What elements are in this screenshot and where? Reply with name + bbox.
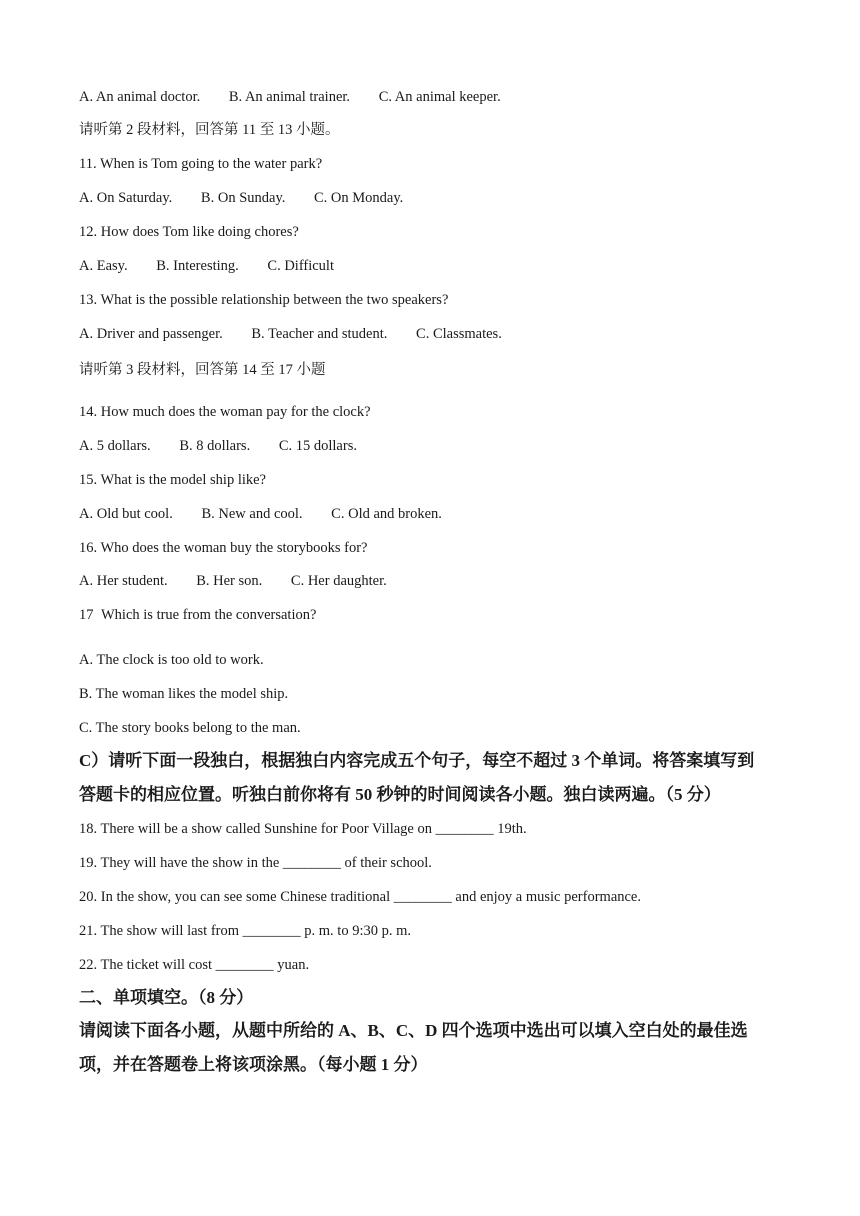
q11-options <box>79 188 403 208</box>
option-b: B. On Sunday. <box>200 190 286 206</box>
q12-options <box>79 256 334 276</box>
q13-options <box>79 324 502 344</box>
option-c: C. On Monday. <box>314 190 404 206</box>
option-c: C. Old and broken. <box>331 506 442 522</box>
question-14: 14. How much does the woman pay for the clock? <box>79 404 371 420</box>
option-c: C. Classmates. <box>416 326 502 342</box>
question-20: 20. In the show, you can see some Chinese traditional ________ and enjoy a music performance. <box>79 889 641 905</box>
option-a: A. An animal doctor. <box>79 89 201 105</box>
part2-title: 二、单项填空。（8 分） <box>79 988 254 1007</box>
q15-options <box>79 504 442 524</box>
question-21: 21. The show will last from ________ p. m. to 9:30 p. m. <box>79 923 412 939</box>
q17-option-b: B. The woman likes the model ship. <box>79 686 289 702</box>
question-11: 11. When is Tom going to the water park? <box>79 156 323 172</box>
part2-instruction-line2: 项，并在答题卷上将该项涂黑。（每小题 1 分） <box>79 1055 428 1074</box>
question-text: Which is true from the conversation? <box>101 607 317 623</box>
option-b: B. Teacher and student. <box>251 326 388 342</box>
option-b: B. Her son. <box>196 573 263 589</box>
part2-instruction-line1: 请阅读下面各小题，从题中所给的 A、B、C、D 四个选项中选出可以填入空白处的最佳选 <box>79 1021 748 1040</box>
option-a: A. Old but cool. <box>79 506 173 522</box>
question-number: 17 <box>79 607 94 623</box>
option-c: C. An animal keeper. <box>378 89 501 105</box>
option-b: B. An animal trainer. <box>228 89 351 105</box>
question-13: 13. What is the possible relationship between the two speakers? <box>79 292 449 308</box>
passage3-instruction: 请听第 3 段材料，回答第 14 至 17 小题 <box>79 362 326 378</box>
option-b: B. 8 dollars. <box>179 438 251 454</box>
q17-option-c: C. The story books belong to the man. <box>79 720 301 736</box>
option-a: A. 5 dollars. <box>79 438 151 454</box>
option-b: B. New and cool. <box>201 506 303 522</box>
option-c: C. Her daughter. <box>290 573 387 589</box>
part-c-instruction-line2: 答题卡的相应位置。听独白前你将有 50 秒钟的时间阅读各小题。独白读两遍。（5 分） <box>79 785 721 804</box>
part-c-instruction-line1: C）请听下面一段独白，根据独白内容完成五个句子，每空不超过 3 个单词。将答案填写到 <box>79 751 755 770</box>
q16-options <box>79 571 387 591</box>
q10-options <box>79 87 501 107</box>
q14-options <box>79 436 357 456</box>
question-22: 22. The ticket will cost ________ yuan. <box>79 957 310 973</box>
option-b: B. Interesting. <box>156 258 239 274</box>
option-a: A. Driver and passenger. <box>79 326 223 342</box>
option-a: A. Easy. <box>79 258 128 274</box>
question-15: 15. What is the model ship like? <box>79 472 266 488</box>
option-c: C. Difficult <box>267 258 334 274</box>
q17-option-a: A. The clock is too old to work. <box>79 652 264 668</box>
option-a: A. On Saturday. <box>79 190 173 206</box>
option-a: A. Her student. <box>79 573 168 589</box>
question-18: 18. There will be a show called Sunshine for Poor Village on ________ 19th. <box>79 821 527 837</box>
option-c: C. 15 dollars. <box>278 438 357 454</box>
question-16: 16. Who does the woman buy the storybooks for? <box>79 540 368 556</box>
passage2-instruction: 请听第 2 段材料，回答第 11 至 13 小题。 <box>79 122 340 138</box>
question-17 <box>79 605 316 625</box>
question-12: 12. How does Tom like doing chores? <box>79 224 299 240</box>
question-19: 19. They will have the show in the ________ of their school. <box>79 855 432 871</box>
